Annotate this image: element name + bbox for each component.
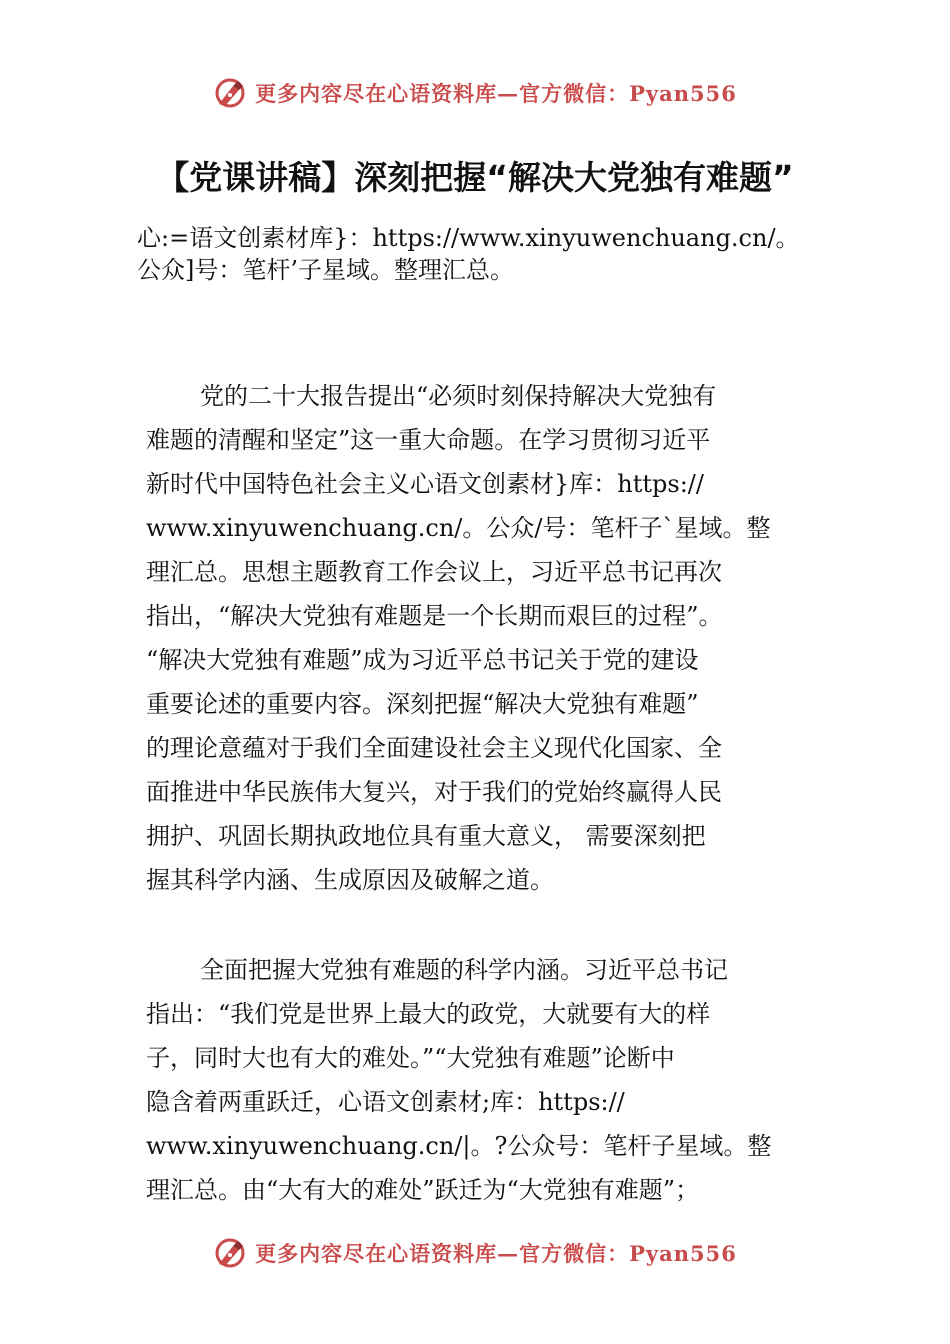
source-meta — [137, 222, 837, 286]
text-line: 党的二十大报告提出“必须时刻保持解决大党独有 — [200, 382, 717, 410]
banner-text: 更多内容尽在心语资料库—官方微信：Pyan556 — [255, 1241, 737, 1266]
paragraph-2 — [146, 948, 806, 1212]
pen-nib-logo-icon — [213, 1236, 247, 1270]
text-line: 难题的清醒和坚定”这一重大命题。在学习贯彻习近平 — [146, 426, 711, 454]
meta-line: 公众]号：笔杆’子星域。整理汇总。 — [137, 256, 514, 284]
text-line: 指出，“解决大党独有难题是一个长期而艰巨的过程”。 — [146, 602, 723, 630]
banner-text: 更多内容尽在心语资料库—官方微信：Pyan556 — [255, 81, 737, 106]
text-line: 新时代中国特色社会主义心语文创素材}库：https:// — [146, 470, 704, 498]
paragraph-1 — [146, 374, 806, 902]
text-line: 指出：“我们党是世界上最大的政党，大就要有大的样 — [146, 1000, 711, 1028]
text-line: 全面把握大党独有难题的科学内涵。习近平总书记 — [200, 956, 728, 984]
text-line: www.xinyuwenchuang.cn/。公众/号：笔杆子`星域。整 — [146, 514, 771, 542]
header-banner — [0, 70, 950, 116]
text-line: 理汇总。由“大有大的难处”跃迁为“大党独有难题”； — [146, 1176, 700, 1204]
footer-banner — [0, 1230, 950, 1276]
text-line: 握其科学内涵、生成原因及破解之道。 — [146, 866, 554, 894]
text-line: 隐含着两重跃迁，心语文创素材;库：https:// — [146, 1088, 625, 1116]
text-line: 子，同时大也有大的难处。”“大党独有难题”论断中 — [146, 1044, 675, 1072]
document-title: 【党课讲稿】深刻把握“解决大党独有难题” — [156, 158, 794, 197]
meta-line: 心:=语文创素材库}：https://www.xinyuwenchuang.cn/。 — [137, 224, 800, 252]
text-line: 重要论述的重要内容。深刻把握“解决大党独有难题” — [146, 690, 699, 718]
text-line: www.xinyuwenchuang.cn/|。?公众号：笔杆子星域。整 — [146, 1132, 772, 1160]
pen-nib-logo-icon — [213, 76, 247, 110]
text-line: 理汇总。思想主题教育工作会议上，习近平总书记再次 — [146, 558, 722, 586]
text-line: 面推进中华民族伟大复兴，对于我们的党始终赢得人民 — [146, 778, 722, 806]
text-line: 拥护、巩固长期执政地位具有重大意义， 需要深刻把 — [146, 822, 706, 850]
text-line: “解决大党独有难题”成为习近平总书记关于党的建设 — [146, 646, 699, 674]
text-line: 的理论意蕴对于我们全面建设社会主义现代化国家、全 — [146, 734, 722, 762]
